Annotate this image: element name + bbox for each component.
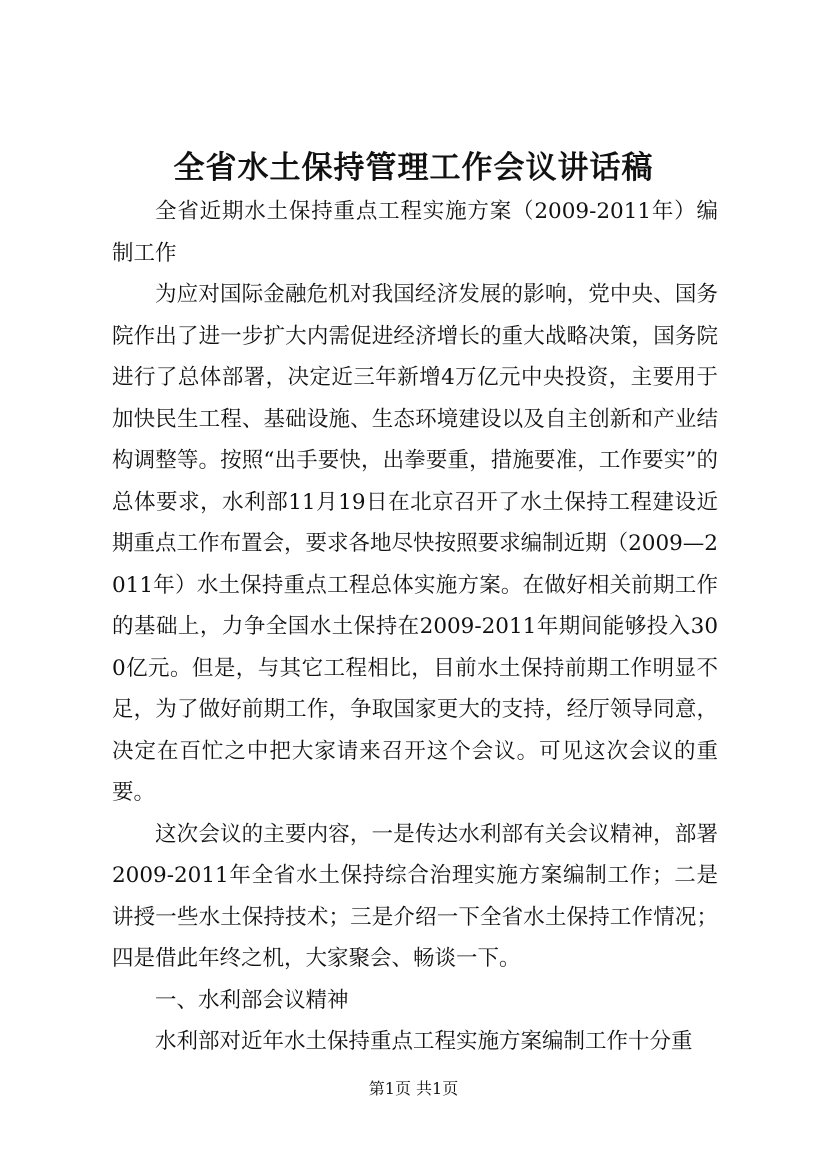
- paragraph-meeting-content: 这次会议的主要内容，一是传达水利部有关会议精神，部署2009-2011年全省水土保持综合治理实施方案编制工作；二是讲授一些水土保持技术；三是介绍一下全省水土保持工作情况；四是借此年终之机，大家聚会、畅谈一下。: [112, 821, 718, 971]
- paragraph-subtitle: 全省近期水土保持重点工程实施方案（2009-2011年）编制工作: [112, 199, 718, 266]
- paragraph-truncated: 水利部对近年水土保持重点工程实施方案编制工作十分重: [155, 1029, 693, 1054]
- page-footer: 第1页 共1页: [368, 1079, 459, 1098]
- document-title: 全省水土保持管理工作会议讲话稿: [173, 150, 654, 186]
- document-body: [112, 191, 718, 1063]
- paragraph-background: 为应对国际金融危机对我国经济发展的影响，党中央、国务院作出了进一步扩大内需促进经济增长的重大战略决策，国务院进行了总体部署，决定近三年新增4万亿元中央投资，主要用于加快民生工程、基础设施、生态环境建设以及自主创新和产业结构调整等。按照“出手要快，出拳要重，措施要准，工作要实”的总体要求，水利部11月19日在北京召开了水土保持工程建设近期重点工作布置会，要求各地尽快按照要求编制近期（2009—2011年）水土保持重点工程总体实施方案。在做好相关前期工作的基础上，力争全国水土保持在2009-2011年期间能够投入300亿元。但是，与其它工程相比，目前水土保持前期工作明显不足，为了做好前期工作，争取国家更大的支持，经厅领导同意，决定在百忙之中把大家请来召开这个会议。可见这次会议的重要。: [112, 282, 718, 805]
- section-heading: 一、水利部会议精神: [155, 987, 349, 1013]
